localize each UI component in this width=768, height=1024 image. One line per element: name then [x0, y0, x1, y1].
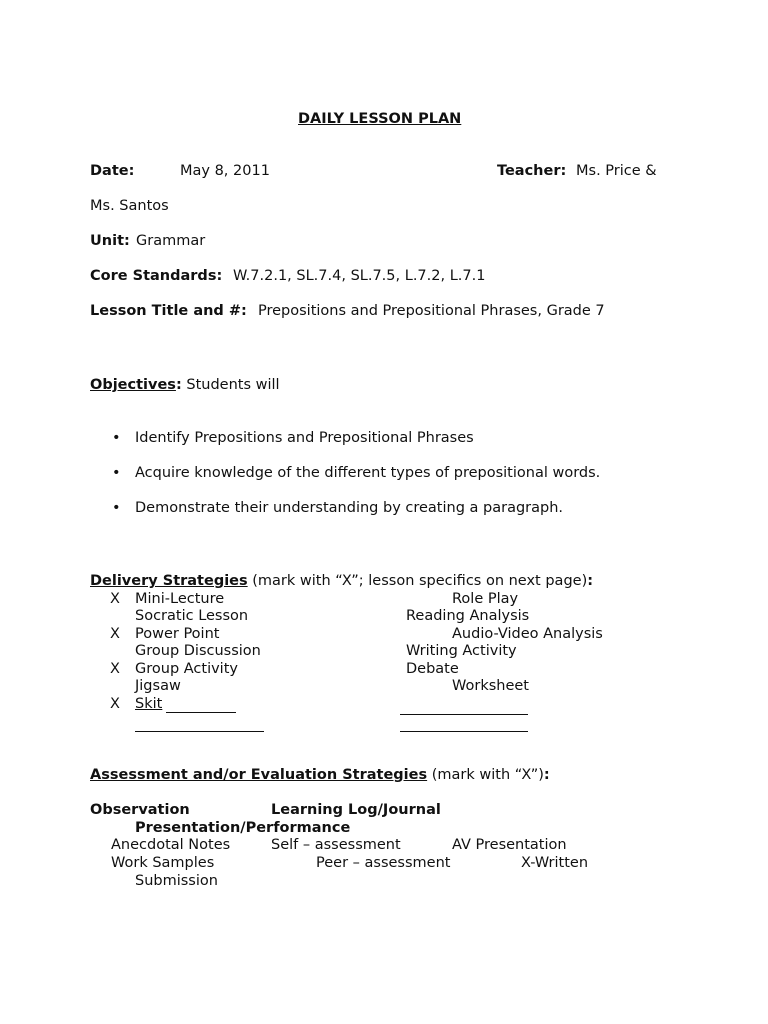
- bullet-icon: •: [112, 500, 121, 516]
- skit-blank-line: [166, 712, 236, 713]
- unit-value: Grammar: [136, 233, 206, 249]
- objectives-label: Objectives: [90, 377, 176, 393]
- delivery-colon: :: [587, 573, 594, 589]
- delivery-note: (mark with “X”; lesson specifics on next page): [252, 573, 588, 589]
- assessment-option: Self – assessment: [271, 837, 401, 853]
- teacher-label: Teacher:: [497, 163, 567, 179]
- assessment-option: Learning Log/Journal: [271, 802, 441, 818]
- objective-item: Demonstrate their understanding by creating a paragraph.: [135, 500, 564, 516]
- teacher-value-continued: Ms. Santos: [90, 198, 169, 214]
- mark-x: X: [110, 696, 120, 712]
- objectives-heading: [90, 378, 280, 393]
- blank-line: [135, 731, 264, 732]
- date-label: Date:: [90, 163, 135, 179]
- assessment-heading: [90, 768, 550, 783]
- delivery-option: Socratic Lesson: [135, 608, 249, 624]
- delivery-heading: [90, 574, 593, 589]
- delivery-option: Audio-Video Analysis: [452, 626, 603, 642]
- blank-line: [400, 714, 528, 715]
- assessment-option: AV Presentation: [452, 837, 567, 853]
- assessment-option: Observation: [90, 802, 190, 818]
- delivery-option: Skit: [135, 696, 163, 712]
- assessment-label: Assessment and/or Evaluation Strategies: [90, 767, 428, 783]
- delivery-option: Group Discussion: [135, 643, 261, 659]
- objectives-intro: Students will: [186, 377, 280, 393]
- mark-x: X: [110, 661, 120, 677]
- standards-label: Core Standards:: [90, 268, 223, 284]
- teacher-value: Ms. Price &: [576, 163, 657, 179]
- mark-x: X: [110, 591, 120, 607]
- assessment-option: Peer – assessment: [316, 855, 451, 871]
- lesson-title-value: Prepositions and Prepositional Phrases, Grade 7: [258, 303, 605, 319]
- delivery-option: Power Point: [135, 626, 220, 642]
- blank-line: [400, 731, 528, 732]
- objective-item: Acquire knowledge of the different types of prepositional words.: [135, 465, 601, 481]
- bullet-icon: •: [112, 430, 121, 446]
- delivery-option: Mini-Lecture: [135, 591, 225, 607]
- assessment-note: (mark with “X”): [431, 767, 544, 783]
- delivery-option: Group Activity: [135, 661, 238, 677]
- assessment-option: Presentation/Performance: [135, 820, 351, 836]
- delivery-option: Reading Analysis: [406, 608, 530, 624]
- assessment-option: Work Samples: [111, 855, 215, 871]
- bullet-icon: •: [112, 465, 121, 481]
- delivery-option: Worksheet: [452, 678, 529, 694]
- objectives-colon: :: [175, 377, 182, 393]
- delivery-option: Jigsaw: [135, 678, 181, 694]
- delivery-label: Delivery Strategies: [90, 573, 248, 589]
- date-value: May 8, 2011: [180, 163, 270, 179]
- delivery-option: Debate: [406, 661, 459, 677]
- standards-value: W.7.2.1, SL.7.4, SL.7.5, L.7.2, L.7.1: [233, 268, 486, 284]
- assessment-option: Anecdotal Notes: [111, 837, 231, 853]
- assessment-option: Submission: [135, 873, 218, 889]
- lesson-title-label: Lesson Title and #:: [90, 303, 247, 319]
- objective-item: Identify Prepositions and Prepositional Phrases: [135, 430, 474, 446]
- assessment-option: X-Written: [521, 855, 589, 871]
- assessment-colon: :: [543, 767, 550, 783]
- delivery-option: Writing Activity: [406, 643, 517, 659]
- page-title: DAILY LESSON PLAN: [298, 111, 462, 127]
- unit-label: Unit:: [90, 233, 130, 249]
- delivery-option: Role Play: [452, 591, 519, 607]
- mark-x: X: [110, 626, 120, 642]
